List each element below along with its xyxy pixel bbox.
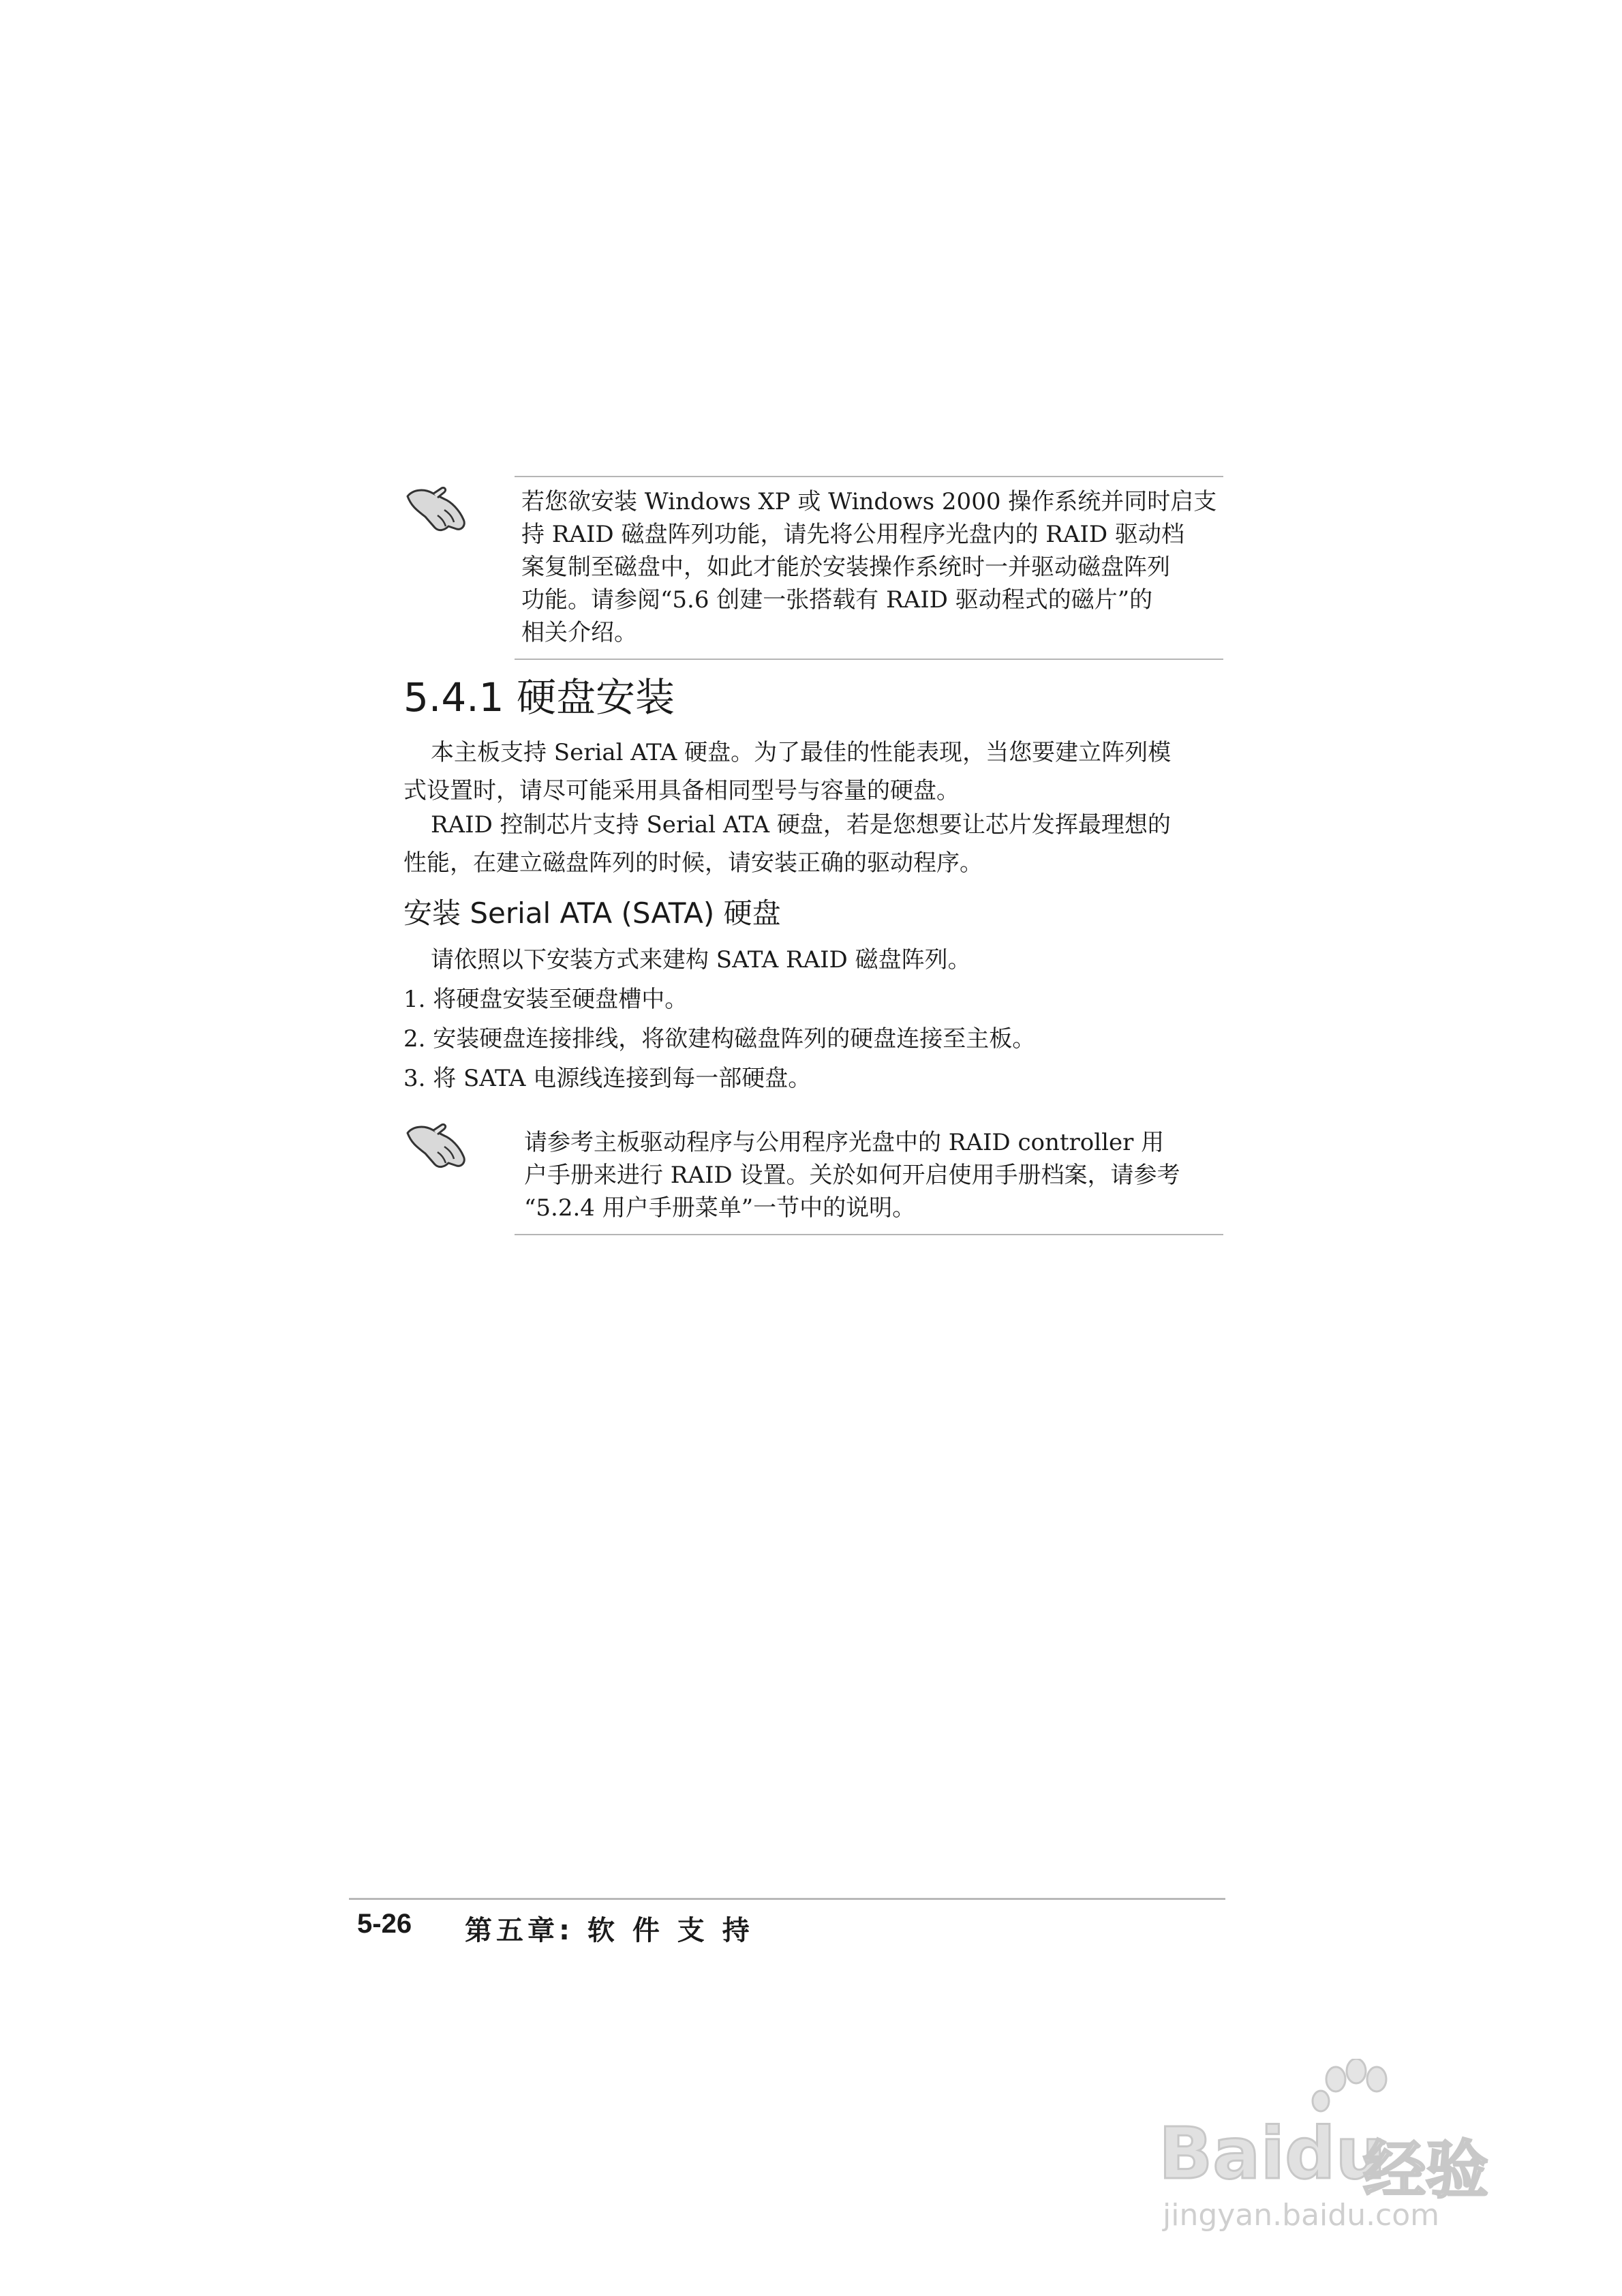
section-title: 5.4.1 硬盘安装 (403, 674, 675, 721)
section-paragraph-1 (403, 734, 1171, 810)
note2-line: “5.2.4 用户手册菜单”一节中的说明。 (524, 1194, 916, 1222)
note1-line: 若您欲安装 Windows XP 或 Windows 2000 操作系统并同时启支 (521, 488, 1217, 515)
note-box-2 (515, 1115, 1223, 1235)
baidu-watermark (1159, 2059, 1540, 2236)
paragraph-line: 性能，在建立磁盘阵列的时候，请安装正确的驱动程序。 (403, 849, 983, 877)
paragraph-line: 式设置时，请尽可能采用具备相同型号与容量的硬盘。 (403, 777, 960, 804)
note1-line: 案复制至磁盘中，如此才能於安装操作系统时一并驱动磁盘阵列 (521, 554, 1170, 581)
step-item: 3. 将 SATA 电源线连接到每一部硬盘。 (403, 1065, 812, 1092)
note2-line: 请参考主板驱动程序与公用程序光盘中的 RAID controller 用 (524, 1129, 1165, 1156)
note-box-1 (515, 476, 1223, 660)
note2-line: 户手册来进行 RAID 设置。关於如何开启使用手册档案，请参考 (524, 1162, 1180, 1189)
note-hand-icon (403, 483, 469, 536)
watermark-brand-bai: Bai (1159, 2112, 1285, 2195)
paragraph-line: RAID 控制芯片支持 Serial ATA 硬盘，若是您想要让芯片发挥最理想的 (431, 811, 1171, 839)
watermark-product: 经验 (1363, 2134, 1489, 2207)
footer-rule (349, 1898, 1225, 1900)
paragraph-line: 本主板支持 Serial ATA 硬盘。为了最佳的性能表现，当您要建立阵列模 (431, 739, 1172, 766)
note1-line: 功能。请参阅“5.6 创建一张搭载有 RAID 驱动程式的磁片”的 (521, 586, 1153, 614)
section-paragraph-2 (403, 806, 1171, 882)
page-number: 5-26 (357, 1909, 412, 1939)
watermark-url: jingyan.baidu.com (1163, 2198, 1440, 2233)
subsection-title: 安装 Serial ATA (SATA) 硬盘 (403, 896, 781, 930)
step-item: 2. 安装硬盘连接排线，将欲建构磁盘阵列的硬盘连接至主板。 (403, 1025, 1036, 1053)
watermark-brand-du: du (1285, 2112, 1386, 2195)
note1-line: 相关介绍。 (521, 619, 637, 646)
note1-line: 持 RAID 磁盘阵列功能，请先将公用程序光盘内的 RAID 驱动档 (521, 521, 1184, 548)
chapter-title: 第五章: 软 件 支 持 (465, 1915, 754, 1946)
subsection-intro: 请依照以下安装方式来建构 SATA RAID 磁盘阵列。 (431, 946, 971, 973)
watermark-brand (1159, 2112, 1386, 2195)
note-hand-icon (403, 1119, 469, 1173)
step-item: 1. 将硬盘安装至硬盘槽中。 (403, 986, 688, 1013)
